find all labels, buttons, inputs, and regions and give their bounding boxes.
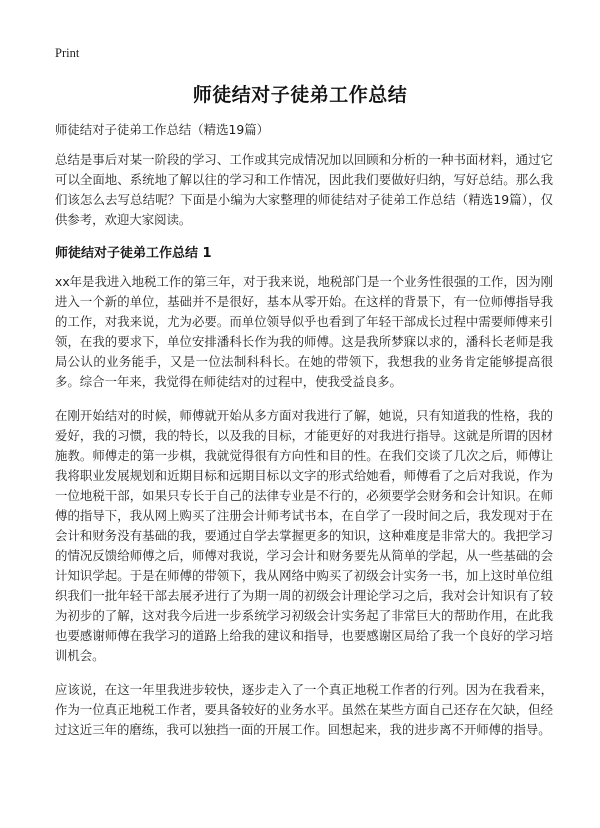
body-paragraph: xx年是我进入地税工作的第三年，对于我来说，地税部门是一个业务性很强的工作，因为刚进入一个新的单位，基础并不是很好，基本从零开始。在这样的背景下，有一位师傅指导我的工作，对我来说，尤为必要。而单位领导似乎也看到了年轻干部成长过程中需要师傅来引领，在我的要求下，单位安排潘科长作为我的师傅。这是我所梦寐以求的，潘科长老师是我局公认的业务能手，又是一位法制科科长。在她的带领下，我想我的业务肯定能够提高很多。综合一年来，我觉得在师徒结对的过程中，使我受益良多。 xyxy=(55,274,553,389)
document-body xyxy=(55,120,553,754)
page-title: 师徒结对子徒弟工作总结 xyxy=(192,84,408,106)
body-paragraph: 在刚开始结对的时候，师傅就开始从多方面对我进行了解，她说，只有知道我的性格，我的爱好，我的习惯，我的特长，以及我的目标，才能更好的对我进行指导。这就是所谓的因材施教。师傅走的第一步棋，我就觉得很有方向性和目的性。在我们交谈了几次之后，师傅让我将职业发展规划和近期目标和远期目标以文字的形式给她看，师傅看了之后对我说，作为一位地税干部，如果只专长于自己的法律专业是不行的，必须要学会财务和会计知识。在师傅的指导下，我从网上购买了注册会计师考试书本，在自学了一段时间之后，我发现对于在会计和财务没有基础的我，要通过自学去掌握更多的知识，这种难度是非常大的。我把学习的情况反馈给师傅之后，师傅对我说，学习会计和财务要先从简单的学起，从一些基础的会计知识学起。于是在师傅的带领下，我从网络中购买了初级会计实务一书，加上这时单位组织我们一批年轻干部去展矛进行了为期一周的初级会计理论学习之后，我对会计知识有了较为初步的了解，这对我今后进一步系统学习初级会计实务起了非常巨大的帮助作用，在此我也要感谢师傅在我学习的道路上给我的建议和指导，也要感谢区局给了我一个良好的学习培训机会。 xyxy=(55,408,553,663)
document-subtitle: 师徒结对子徒弟工作总结（精选19篇） xyxy=(55,122,270,137)
body-paragraph: 应该说，在这一年里我进步较快，逐步走入了一个真正地税工作者的行列。因为在我看来，作为一位真正地税工作者，要具备较好的业务水平。虽然在某些方面自己还存在欠缺，但经过这近三年的磨练，我可以独挡一面的开展工作。回想起来，我的进步离不开师傅的指导。 xyxy=(55,682,553,737)
intro-paragraph: 总结是事后对某一阶段的学习、工作或其完成情况加以回顾和分析的一种书面材料，通过它可以全面地、系统地了解以往的学习和工作情况，因此我们要做好归纳，写好总结。那么我们该怎么去写总结呢？下面是小编为大家整理的师徒结对子徒弟工作总结（精选19篇），仅供参考，欢迎大家阅读。 xyxy=(55,152,553,227)
print-link[interactable]: Print xyxy=(55,46,80,60)
section-heading: 师徒结对子徒弟工作总结 1 xyxy=(55,246,212,261)
